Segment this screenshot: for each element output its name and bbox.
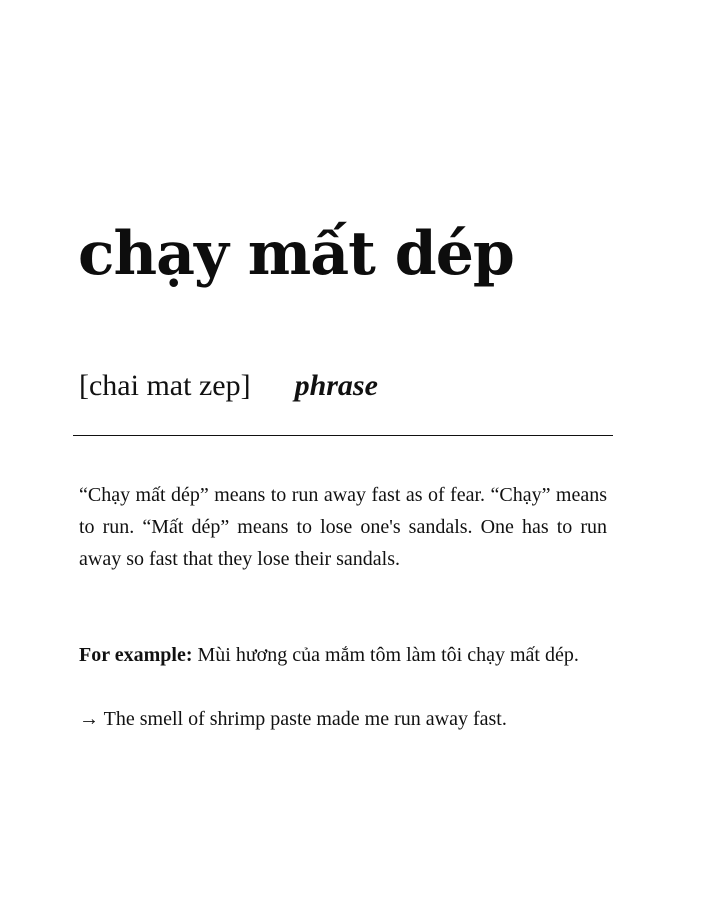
part-of-speech: phrase <box>294 369 378 402</box>
example-sentence <box>79 639 607 671</box>
definition-text: “Chạy mất dép” means to run away fast as of fear. “Chạy” means to run. “Mất dép” means to lose one's sandals. One has to run away so fast that they lose their sandals. <box>79 484 607 570</box>
headword: chạy mất dép <box>78 219 514 289</box>
pronunciation: [chai mat zep] <box>79 369 251 402</box>
example-translation: → The smell of shrimp paste made me run away fast. <box>79 708 507 730</box>
pronunciation-row <box>79 364 378 408</box>
divider <box>73 435 613 436</box>
example-label: For example: <box>79 644 193 666</box>
example-text: Mùi hương của mắm tôm làm tôi chạy mất dép. <box>197 644 579 666</box>
